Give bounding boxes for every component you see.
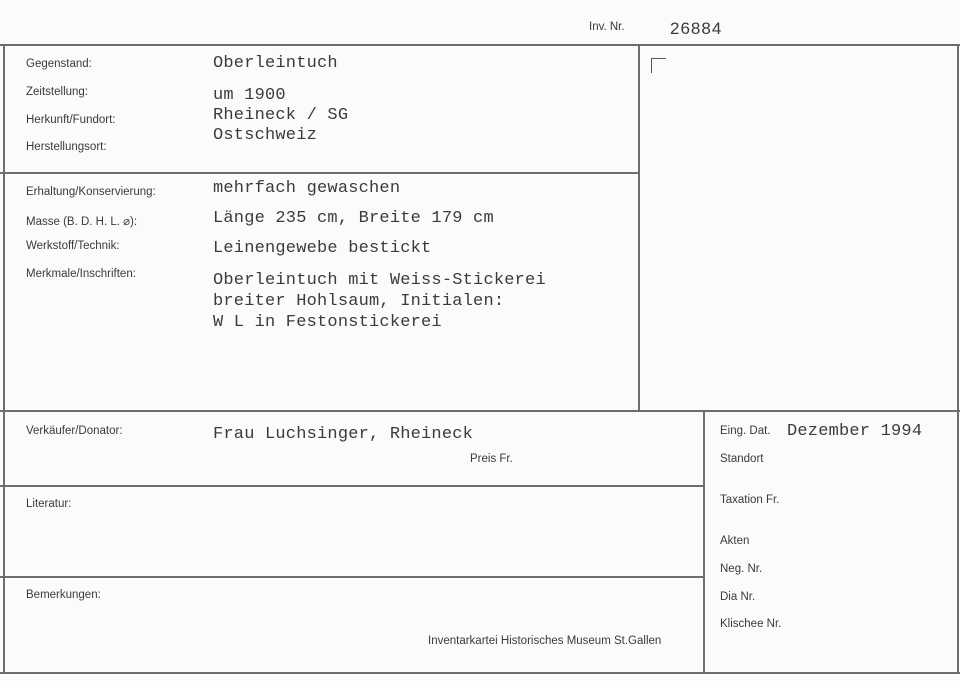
label-preis: Preis Fr. <box>470 453 513 465</box>
label-herstellungsort: Herstellungsort: <box>26 141 107 153</box>
label-literatur: Literatur: <box>26 498 72 510</box>
rule-middle <box>638 44 640 410</box>
value-masse: Länge 235 cm, Breite 179 cm <box>213 209 494 228</box>
label-neg-nr: Neg. Nr. <box>720 563 763 575</box>
label-herkunft: Herkunft/Fundort: <box>26 114 116 126</box>
label-merkmale: Merkmale/Inschriften: <box>26 268 136 280</box>
label-erhaltung: Erhaltung/Konservierung: <box>26 186 156 198</box>
value-eing-dat: Dezember 1994 <box>787 422 923 441</box>
rule-right-column <box>703 410 705 673</box>
value-merkmale-line-2: breiter Hohlsaum, Initialen: <box>213 292 505 311</box>
label-standort: Standort <box>720 453 764 465</box>
value-zeitstellung: um 1900 <box>213 86 286 105</box>
rule-section-3 <box>0 485 703 487</box>
label-zeitstellung: Zeitstellung: <box>26 86 89 98</box>
label-dia-nr: Dia Nr. <box>720 591 756 603</box>
label-bemerkungen: Bemerkungen: <box>26 589 101 601</box>
value-verkaeufer: Frau Luchsinger, Rheineck <box>213 425 474 444</box>
label-akten: Akten <box>720 535 750 547</box>
value-werkstoff: Leinengewebe bestickt <box>213 239 432 258</box>
rule-section-1 <box>0 172 638 174</box>
rule-right-edge <box>957 44 959 673</box>
label-taxation: Taxation Fr. <box>720 494 780 506</box>
value-erhaltung: mehrfach gewaschen <box>213 179 401 198</box>
value-gegenstand: Oberleintuch <box>213 54 338 73</box>
value-herkunft: Rheineck / SG <box>213 106 349 125</box>
rule-section-2 <box>0 410 960 412</box>
inv-number: 26884 <box>670 19 723 38</box>
rule-top <box>0 44 960 46</box>
label-verkaeufer: Verkäufer/Donator: <box>26 425 123 437</box>
value-merkmale-line-1: Oberleintuch mit Weiss-Stickerei <box>213 271 546 290</box>
label-gegenstand: Gegenstand: <box>26 58 92 70</box>
label-eing-dat: Eing. Dat. <box>720 425 771 437</box>
value-merkmale-line-3: W L in Festonstickerei <box>213 313 442 332</box>
label-masse: Masse (B. D. H. L. ⌀): <box>26 216 138 228</box>
corner-mark <box>651 58 666 73</box>
label-klischee-nr: Klischee Nr. <box>720 618 782 630</box>
inv-label: Inv. Nr. <box>589 21 625 33</box>
rule-left <box>3 44 5 673</box>
value-herstellungsort: Ostschweiz <box>213 126 318 145</box>
rule-section-4 <box>0 576 703 578</box>
rule-bottom <box>0 672 960 674</box>
label-werkstoff: Werkstoff/Technik: <box>26 240 120 252</box>
footer-text: Inventarkartei Historisches Museum St.Gallen <box>428 635 662 647</box>
